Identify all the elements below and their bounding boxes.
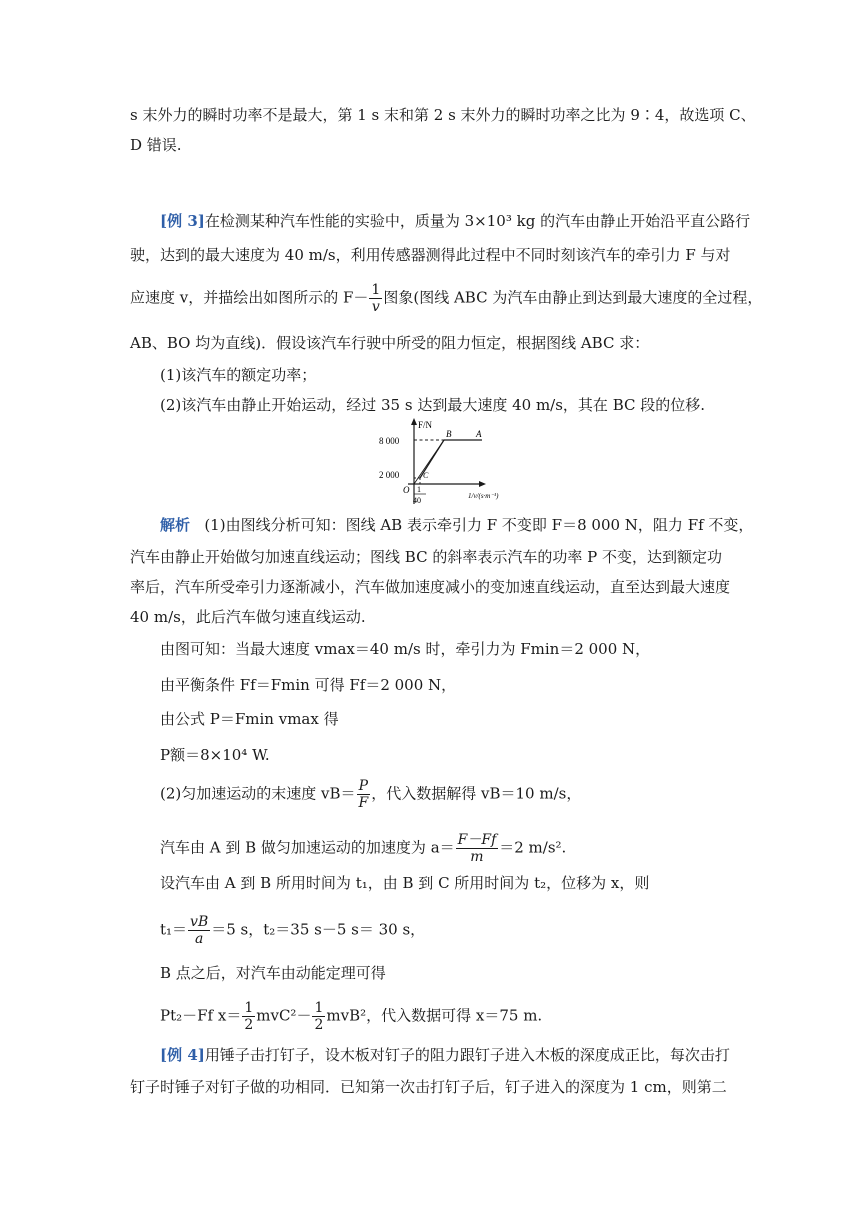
x-axis-arrow-icon bbox=[479, 481, 486, 487]
solution-step-5: (2)匀加速运动的末速度 vB＝ $\frac{P}{F}$ ，代入数据解得 vB＝10 m/s， bbox=[160, 778, 582, 811]
example-4-tag: [例 4] bbox=[160, 1046, 205, 1064]
solution-step-10: Pt₂－Ff x＝ $\frac{1}{2}$ mvC²－ $\frac{1}{2}$ mvB²，代入数据可得 x＝75 m. bbox=[160, 1000, 543, 1033]
solution-line-3: 率后，汽车所受牵引力逐渐减小，汽车做加速度减小的变加速直线运动，直至达到最大速度 bbox=[130, 578, 731, 596]
question-2: (2)该汽车由静止开始运动，经过 35 s 达到最大速度 40 m/s，其在 BC 段的位移. bbox=[160, 396, 706, 414]
point-c-label: C bbox=[423, 471, 429, 480]
line-bo bbox=[414, 440, 444, 484]
fraction-acceleration: $\frac{F-Ff}{m}$ bbox=[457, 832, 497, 865]
prev-text-line-1: s 末外力的瞬时功率不是最大，第 1 s 末和第 2 s 末外力的瞬时功率之比为 9∶4，故选项 C、 bbox=[130, 106, 756, 124]
fraction-half-1: $\frac{1}{2}$ bbox=[244, 1000, 254, 1033]
point-a-label: A bbox=[476, 429, 482, 439]
fraction-one-over-v: $\frac{1}{v}$ bbox=[371, 282, 381, 315]
example-3-line-4: AB、BO 均为直线)．假设该汽车行驶中所受的阻力恒定，根据图线 ABC 求： bbox=[130, 334, 650, 352]
example-3-line-1: [例 3]在检测某种汽车性能的实验中，质量为 3×10³ kg 的汽车由静止开始沿平直公路行 bbox=[160, 212, 751, 230]
fraction-half-2: $\frac{1}{2}$ bbox=[314, 1000, 324, 1033]
solution-step-2: 由平衡条件 Ff＝Fmin 可得 Ff＝2 000 N， bbox=[160, 676, 457, 694]
fraction-p-over-f: $\frac{P}{F}$ bbox=[358, 778, 369, 811]
f-vs-inverse-v-graph bbox=[370, 418, 520, 510]
solution-step-3: 由公式 P＝Fmin vmax 得 bbox=[160, 710, 339, 728]
x-tick-denominator: 40 bbox=[413, 496, 421, 505]
x-axis-label: 1/v/(s·m⁻¹) bbox=[468, 492, 499, 500]
solution-step-8: t₁＝ $\frac{vB}{a}$ ＝5 s，t₂＝35 s－5 s＝ 30 s， bbox=[160, 914, 426, 947]
solution-line-1: 解析 (1)由图线分析可知：图线 AB 表示牵引力 F 不变即 F＝8 000 N，阻力 Ff 不变， bbox=[160, 516, 754, 534]
origin-label: O bbox=[403, 485, 410, 495]
question-1: (1)该汽车的额定功率； bbox=[160, 366, 317, 384]
y-axis-label: F/N bbox=[418, 420, 433, 430]
example-3-line-2: 驶，达到的最大速度为 40 m/s，利用传感器测得此过程中不同时刻该汽车的牵引力 F 与对 bbox=[130, 246, 731, 264]
x-tick-numerator: 1 bbox=[417, 485, 421, 494]
y-tick-8000: 8 000 bbox=[379, 436, 400, 446]
solution-line-2: 汽车由静止开始做匀加速直线运动；图线 BC 的斜率表示汽车的功率 P 不变，达到额定功 bbox=[130, 548, 722, 566]
solution-step-1: 由图可知：当最大速度 vmax＝40 m/s 时，牵引力为 Fmin＝2 000 N， bbox=[160, 640, 651, 658]
fraction-vb-over-a: $\frac{vB}{a}$ bbox=[190, 914, 209, 947]
solution-label: 解析 bbox=[160, 516, 191, 534]
prev-text-line-2: D 错误. bbox=[130, 136, 182, 154]
solution-step-6: 汽车由 A 到 B 做匀加速运动的加速度为 a＝ $\frac{F-Ff}{m}$ ＝2 m/s². bbox=[160, 832, 567, 865]
example-3-tag: [例 3] bbox=[160, 212, 205, 230]
solution-line-4: 40 m/s，此后汽车做匀速直线运动. bbox=[130, 608, 366, 626]
solution-step-4: P额＝8×10⁴ W. bbox=[160, 746, 270, 764]
solution-step-7: 设汽车由 A 到 B 所用时间为 t₁，由 B 到 C 所用时间为 t₂，位移为 x，则 bbox=[160, 874, 650, 892]
solution-step-9: B 点之后，对汽车由动能定理可得 bbox=[160, 964, 386, 982]
example-4-line-1: [例 4]用锤子击打钉子，设木板对钉子的阻力跟钉子进入木板的深度成正比，每次击打 bbox=[160, 1046, 730, 1064]
y-axis-arrow-icon bbox=[411, 418, 417, 425]
example-3-line-3: 应速度 v，并描绘出如图所示的 F－ $\frac{1}{v}$ 图象(图线 ABC 为汽车由静止到达到最大速度的全过程， bbox=[130, 282, 763, 315]
example-4-line-2: 钉子时锤子对钉子做的功相同．已知第一次击打钉子后，钉子进入的深度为 1 cm，则第二 bbox=[130, 1078, 727, 1096]
point-b-label: B bbox=[446, 429, 452, 439]
y-tick-2000: 2 000 bbox=[379, 470, 400, 480]
